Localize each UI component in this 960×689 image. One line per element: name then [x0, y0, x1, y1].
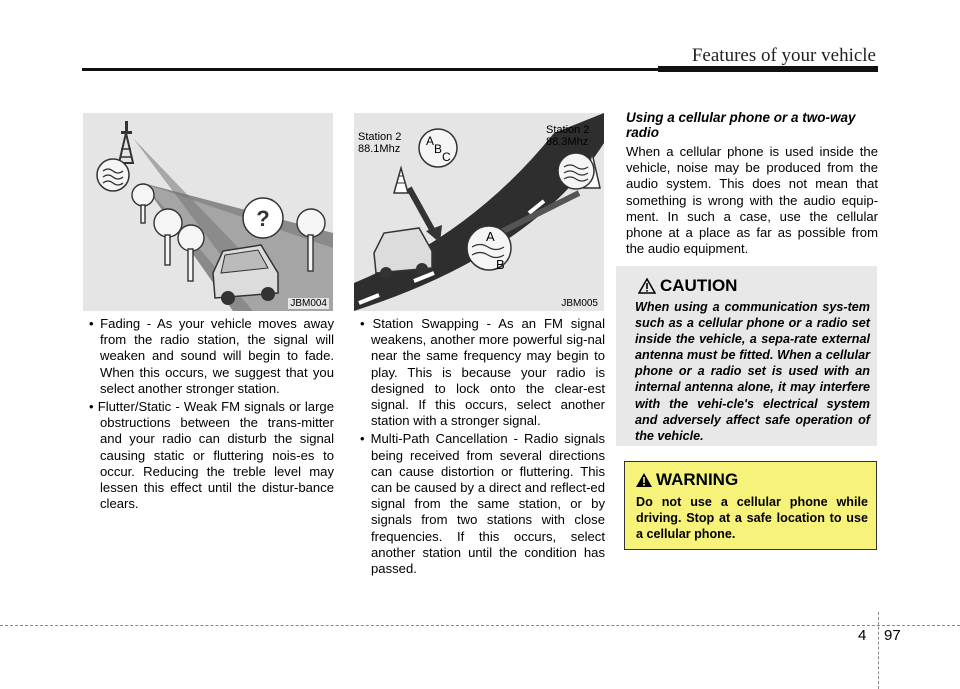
page-number: 97 — [884, 627, 901, 644]
svg-text:A: A — [486, 229, 495, 244]
section-title: Using a cellular phone or a two-way radio — [626, 110, 856, 140]
bullet-fading: • Fading - As your vehicle moves away from the radio station, the signal will weaken and sound will begin to fade. When this occurs, we suggest that you select another stronger station. — [89, 316, 334, 396]
left-column-text — [85, 316, 334, 514]
header-rule-accent — [658, 66, 878, 72]
warning-body: Do not use a cellular phone while driving. Stop at a safe location to use a cellular phone. — [636, 495, 868, 542]
svg-text:B: B — [496, 257, 505, 272]
warning-box — [624, 461, 877, 550]
page-header-title: Features of your vehicle — [691, 45, 876, 66]
footer-divider — [878, 612, 879, 689]
figure-code: JBM005 — [561, 298, 598, 309]
caution-triangle-icon — [638, 278, 656, 294]
footer-rule — [0, 625, 960, 626]
svg-text:C: C — [442, 150, 451, 164]
radio-tower-icon — [119, 121, 133, 163]
svg-text:Station 288.3Mhz: Station 2 88.3Mhz — [546, 124, 590, 148]
caution-box — [616, 264, 877, 446]
warning-heading: WARNING — [656, 470, 739, 489]
fading-illustration — [83, 113, 333, 311]
warning-triangle-icon — [635, 472, 653, 488]
svg-text:A: A — [426, 134, 435, 148]
bullet-multipath: • Multi-Path Cancellation - Radio signals being received from several directions can cause distortion or fluttering. This can be caused by a direct and reflect-ed signal from the same station, or by signals from two stations with close frequencies. If this occurs, select another station until the condition has passed. — [360, 431, 605, 577]
question-mark: ? — [256, 206, 270, 231]
caution-heading: CAUTION — [660, 276, 738, 295]
section-body: When a cellular phone is used inside the vehicle, noise may be produced from the audio system. This does not mean that something is wrong with the audio equip-ment. In such a case, use the cellular phone at a place as far as possible from the audio equipment. — [626, 144, 878, 257]
figure-code: JBM004 — [290, 298, 327, 309]
svg-text:B: B — [434, 142, 443, 156]
station-swapping-illustration — [354, 113, 604, 311]
chapter-number: 4 — [858, 627, 867, 644]
middle-column-text — [356, 316, 605, 579]
bullet-flutter-static: • Flutter/Static - Weak FM signals or large obstructions between the trans-mitter and your radio can disturb the signal causing static or fluttering nois-es to occur. Reducing the treble level may lessen this effect until the distur-bance clears. — [89, 399, 334, 512]
figure-station-swapping — [354, 113, 604, 311]
radio-tower-left-icon — [394, 168, 408, 193]
figure-fading — [83, 113, 333, 311]
caution-body: When using a communication sys-tem such as a cellular phone or a radio set inside the vehicle, a sepa-rate external antenna must be fitted. When a cellular phone or a radio set is used with an internal antenna alone, it may interfere with the vehi-cle's electrical system and adversely affect safe operation of the vehicle. — [635, 300, 870, 443]
svg-text:Station 288.1Mhz: Station 2 88.1Mhz — [358, 131, 402, 155]
bullet-station-swapping: • Station Swapping - As an FM signal weakens, another more powerful sig-nal near the same frequency may begin to play. This is because your radio is designed to lock onto the clear-est signal. If this occurs, select another station with a stronger signal. — [360, 316, 605, 429]
